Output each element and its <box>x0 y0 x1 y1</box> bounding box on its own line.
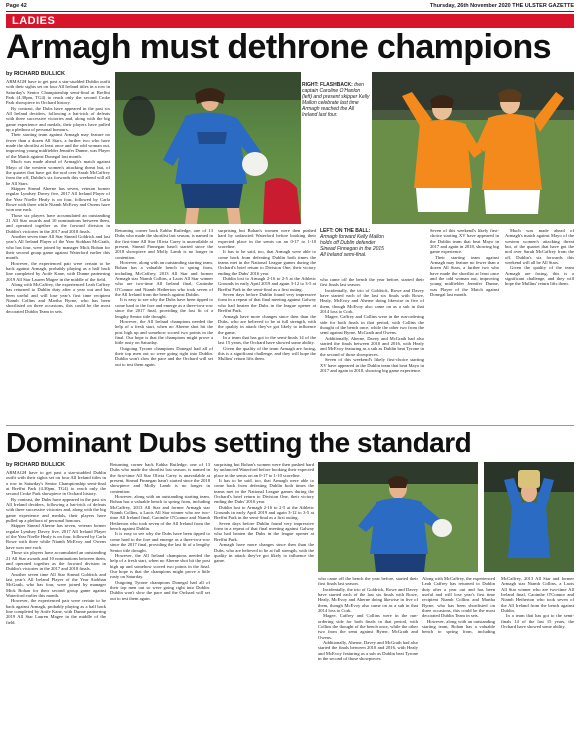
caption-title: LEFT: ON THE BALL: <box>320 228 371 234</box>
paragraph: Much was made ahead of Armagh's match against Mayo of the western women's attacking threat but, of the quartet that have got the nod over Sarah McCaffrey from the off, Dublin's six forwards this weekend will all be All Stars. <box>6 159 110 186</box>
article-column-5 <box>430 228 574 423</box>
paragraph: It is easy to see why the Dubs have been tipped to come hard to the fore and emerge as a three-in-a-row since the 2017 final, providing the last fit of a lengthy Senior title drought. <box>115 297 213 319</box>
story2-column-3 <box>214 462 314 732</box>
paragraph: Given the quality of the team Armagh are facing, this is a significant challenge, and they will hope the Mullins' return lifts them. <box>505 265 574 287</box>
section-label: LADIES <box>12 15 56 27</box>
paragraph: Additionally, Aherne, Davey and McGrath had also started the finals between 2010 and 2016, with Healy and McEvoy featuring as a sub as Dublin beat Tyrone in the second of those showpieces. <box>318 640 418 662</box>
photo-caption-top <box>302 82 370 118</box>
paragraph: Skipper Sinead Aherne has seven, veteran former regular Lyndsey Davey five, 2017 All Ireland Player of the Year Noelle Healy is on four, followed by Carla Rowe with three while Niamh McEvoy and Owens have won one each. <box>6 185 110 213</box>
article-column-4 <box>320 277 424 423</box>
paragraph: Armagh have more changes since then than the Dubs, who are believed to be at full strength, with the quality in attack they've got likely to influence the game. <box>218 313 316 335</box>
main-headline: Armagh must dethrone champions <box>6 28 551 66</box>
page-number: Page 42 <box>6 3 27 9</box>
paragraph: Magee, Caffrey and Collins were in the run-ordering side for both finals in that period, with Collins the thought of the bench once, while the other two from the semi against Byrne, McGrath and Owens. <box>318 613 418 640</box>
section-banner <box>6 14 574 28</box>
story2-column-4 <box>318 576 418 732</box>
paragraph: However, the All Ireland champions needed the help of a fresh start, when no Aherne shot hit the post high up and somehow scored two points in the final. Our hope is that the champions might prove a little rusty on Saturday. <box>110 552 210 580</box>
paragraph: Along with McCaffrey, the experienced Leah Caffrey has returned to Dublin duty after a year out and has been useful and will lose year's first time recipient Niamh Collins and Martha Byrne, who has been shortlisted on three occasions, this could be the most decorated Dublin Team in sets. <box>6 282 110 314</box>
story2-column-2 <box>110 462 210 732</box>
paragraph: Seven days before Dublin found very impressive form in a repeat of that final meeting against Galway who had beaten the Dubs in the league opener at Breffni Park. <box>218 292 316 314</box>
action-photo-bottom <box>318 462 478 572</box>
paragraph: However, along with an outstanding starting team, Bohan has a valuable bench to spring from, including McCaffrey, 2013 All Star and former Armagh star Niamh Collins, a Laois All Star winner who are two-time All Ireland final, Caoimhe O'Connor and Niamh Hetherton who took seven of the All Ireland from the bench against Dublin. <box>110 494 210 532</box>
header-rule <box>6 11 574 12</box>
paragraph: In a team that has got to the semi-finals 14 of the last 15 years, the Orchard have showed some ability. <box>218 334 316 346</box>
paragraph: Skipper Sinead Aherne has seven, veteran former regular Lyndsey Davey five, 2017 All Ireland Player of the Year Noelle Healy is on four, followed by Carla Rowe with three while Niamh McEvoy and Owens have won one each. <box>6 523 106 550</box>
action-photo-right <box>372 72 574 224</box>
paragraph: However, the experienced pair were certain to be back against Armagh, probably playing as a half back line completed by Aoife Kane, with Dunne partnering 2019 All Star Lauren Magee in the middle of the field. <box>6 260 110 282</box>
paragraph: Outgoing Tyrone champions Donegal had all of their top men out so were going right into Dublin. Dublin won't slow the pace and the Orchard will set out to test them again. <box>110 579 210 601</box>
paragraph: who came off the bench the year before, started their first finals last season. <box>320 277 424 288</box>
byline: by RICHARD BULLICK <box>6 71 65 77</box>
paragraph: Seven days before Dublin found very impressive form in a repeat of that final meeting against Galway who had beaten the Dubs in the league opener at Breffni Park. <box>214 520 314 542</box>
paragraph: Dublin lost to Armagh 2-16 to 2-5 at the Athletic Grounds in early April 2019 and again 3-12 to 3-5 at Breffni Park in the semi-final as a first outing. <box>218 276 316 292</box>
paragraph: ARMAGH have to get past a star-studded Dublin outfit with their sights set on four All Ireland titles in a row in Saturday's Senior Championship semi-final at Breffni Park (4.30pm, TG4) to reach only the second Croke Park showpiece in Orchard history. <box>6 470 106 497</box>
paragraph: Additionally, Aherne, Davey and McGrath had also started the finals between 2010 and 2016, with Healy and McEvoy featuring as a sub as Dublin beat Tyrone in the second of those showpieces. <box>320 335 424 357</box>
paragraph: Incidentally, the trio of Goldrick, Rowe and Davey have started each of the last six finals with Rowe, Healy, McEvoy and Aherne doing likewise in five of them, though McEvoy also came on as a sub in that 2014 loss to Cork. <box>320 287 424 315</box>
section-divider <box>6 425 574 426</box>
paragraph: It has to be said, too, that Armagh were able to come back from defeating Dublin both times the teams met in the National League games during the Orchard's brief return to Division One, their victory ending the Dubs' 2016 year. <box>218 249 316 276</box>
paragraph: By contrast, the Dubs have appeared in the past six All Ireland deciders, following a hat-trick of defeats with three successive victories and, along with the big game experience and medals, their players have pulled up a plethora of personal honours. <box>6 105 110 133</box>
paragraph: Given the quality of the team Armagh are facing, this is a significant challenge, and they will hope the Mullins' return lifts them. <box>218 345 316 362</box>
paragraph: ARMAGH have to get past a star-studded Dublin outfit with their sights set on four All Ireland titles in a row in Saturday's Senior Championship semi-final at Breffni Park (4.30pm, TG4) to reach only the second Croke Park showpiece in Orchard history. <box>6 79 110 106</box>
paragraph: Returning corner back Eabha Rutledge, one of 13 Dubs who made the shortlist last season, is named in the first-time All Star Olivia Carey is unavailable at present, Sinead Finnegan hasn't started since the 2018 showpiece and Molly Lamb is no longer in contention. <box>115 228 213 260</box>
paragraph: Another seven time All Star Sinead Goldrick and last year's All Ireland Player of the Year Siobhan McGrath, who has four, were joined by manager Mick Bohan for their second group game against Waterford earlier this month. <box>6 571 106 598</box>
photo-caption-left <box>320 228 386 258</box>
paragraph: It is easy to see why the Dubs have been tipped to come hard to the fore and emerge as a three-in-a-row since the 2017 final, providing the last fit of a lengthy Senior title drought. <box>110 531 210 553</box>
paragraph: Their starting team against Armagh may feature no fewer than a dozen All Stars, a further two who have made the shortlist at least once and the odd woman out, improving young midfielder Jennifer Dunne, was Player of the Match against Donegal last month. <box>6 132 110 159</box>
page-header <box>0 0 580 11</box>
paragraph: Seven of this weekend's likely first-choice starting XV have appeared in the Dublin team that beat Mayo in 2017 and again in 2018, showing big game experience. <box>430 228 499 255</box>
paragraph: surprising but Bohan's women were then pushed hard by unfancied Waterford before booking their expected place in the semis on an 0-17 to 1-10 scoreline. <box>214 462 314 478</box>
paragraph: Returning corner back Eabha Rutledge, one of 13 Dubs who made the shortlist last season, is named in the first-time All Star Olivia Carey is unavailable at present, Sinead Finnegan hasn't started since the 2018 showpiece and Molly Lamb is no longer in contention. <box>110 462 210 494</box>
byline-2: by RICHARD BULLICK <box>6 462 65 468</box>
paragraph: Seven of this weekend's likely first-choice starting XV have appeared in the Dublin team that beat Mayo in 2017 and again in 2018, showing big game experience. <box>320 357 424 373</box>
paragraph: surprising but Bohan's women were then pushed hard by unfancied Waterford before booking their expected place in the semis on an 0-17 to 1-10 scoreline. <box>218 228 316 250</box>
paragraph: Along with McCaffrey, the experienced Leah Caffrey has returned to Dublin duty after a year out and has been useful and will lose year's first time recipient Niamh Collins and Martha Byrne, who has been shortlisted on three occasions, this could be the most decorated Dublin Team in sets. <box>422 576 495 619</box>
article-column-1 <box>6 79 110 423</box>
paragraph: Another seven time All Star Sinead Goldrick and last year's All Ireland Player of the Year Siobhan McGrath, who has four, were joined by manager Mick Bohan for their second group game against Waterford earlier this month. <box>6 233 110 261</box>
paragraph: Magee, Caffrey and Collins were in the run-ordering side for both finals in that period, with Collins the thought of the bench once, while the other two from the semi against Byrne, McGrath and Owens. <box>320 314 424 336</box>
paragraph: Those six players have accumulated an outstanding 21 All Star awards and 10 nominations between them, and operated together as the forward division in Dublin's victories in the 2017 and 2018 finals. <box>6 212 110 234</box>
story2-column-5 <box>422 576 574 732</box>
action-photo-bottom-right <box>484 462 574 572</box>
article-column-2 <box>115 228 213 423</box>
caption-text: then captain Caroline O'Hanlon (left) and present skipper Kelly Mallon celebrate last time Armagh reached the All Ireland last four. <box>302 82 370 118</box>
paragraph: Their starting team against Armagh may feature no fewer than a dozen All Stars, a further two who have made the shortlist at least once and the odd woman out, improving young midfielder Jennifer Dunne, was Player of the Match against Donegal last month. <box>430 254 499 298</box>
paragraph: However, the All Ireland champions needed the help of a fresh start, when no Aherne shot hit the post high up and somehow scored two points in the final. Our hope is that the champions might prove a little rusty on Saturday. <box>115 318 213 346</box>
issue-date: Thursday, 26th November 2020 THE ULSTER GAZETTE <box>429 3 574 9</box>
paragraph: However, the experienced pair were certain to be back against Armagh, probably playing as a half back line completed by Aoife Kane, with Dunne partnering 2019 All Star Lauren Magee in the middle of the field. <box>6 598 106 625</box>
paragraph: By contrast, the Dubs have appeared in the past six All Ireland deciders, following a hat-trick of defeats with three successive victories and, along with the big game experience and medals, their players have pulled up a plethora of personal honours. <box>6 496 106 524</box>
paragraph: In a team that has got to the semi-finals 14 of the last 15 years, the Orchard have showed some ability. <box>501 613 574 630</box>
paragraph: Incidentally, the trio of Goldrick, Rowe and Davey have started each of the last six finals with Rowe, Healy, McEvoy and Aherne doing likewise in five of them, though McEvoy also came on as a sub in that 2014 loss to Cork. <box>318 586 418 614</box>
paragraph: Dublin lost to Armagh 2-16 to 2-5 at the Athletic Grounds in early April 2019 and again 3-12 to 3-5 at Breffni Park in the semi-final as a first outing. <box>214 504 314 521</box>
caption-title: RIGHT: FLASHBACK: <box>302 82 353 88</box>
paragraph: However, along with an outstanding starting team, Bohan has a valuable bench to spring from, including McCaffrey, 2013 All Star and former Armagh star Niamh Collins, a Laois All Star winner who are two-time All Ireland final, Caoimhe O'Connor and Niamh Hetherton who took seven of the All Ireland from the bench against Dublin. <box>115 260 213 298</box>
paragraph: Outgoing Tyrone champions Donegal had all of their top men out so were going right into Dublin. Dublin won't slow the pace and the Orchard will set out to test them again. <box>115 345 213 367</box>
paragraph: who came off the bench the year before, started their first finals last season. <box>318 576 418 587</box>
paragraph: It has to be said, too, that Armagh were able to come back from defeating Dublin both times the teams met in the National League games during the Orchard's brief return to Division One, their victory ending the Dubs' 2016 year. <box>214 478 314 505</box>
paragraph: Armagh have more changes since then than the Dubs, who are believed to be at full strength, with the quality in attack they've got likely to influence the game. <box>214 542 314 564</box>
paragraph: Those six players have accumulated an outstanding 21 All Star awards and 10 nominations between them, and operated together as the forward division in Dublin's victories in the 2017 and 2018 finals. <box>6 550 106 572</box>
caption-text: Armagh forward Kelly Mallon holds off Dublin defender Sinead Finnegan in the 2015 All Ireland semi-final. <box>320 234 384 258</box>
second-headline: Dominant Dubs setting the standard <box>6 427 472 458</box>
action-photo-top <box>115 72 301 224</box>
paragraph: Much was made ahead of Armagh's match against Mayo of the western women's attacking threat but, of the quartet that have got the nod over Sarah McCaffrey from the off, Dublin's six forwards this weekend will all be All Stars. <box>505 228 574 266</box>
paragraph: However, along with an outstanding starting team, Bohan has a valuable bench to spring from, including McCaffrey, 2013 All Star and former Armagh star Niamh Collins, a Laois All Star winner who are two-time All Ireland final, Caoimhe O'Connor and Niamh Hetherton who took seven of the All Ireland from the bench against Dublin. <box>422 576 574 635</box>
story2-column-1 <box>6 470 106 732</box>
article-column-3 <box>218 228 316 423</box>
